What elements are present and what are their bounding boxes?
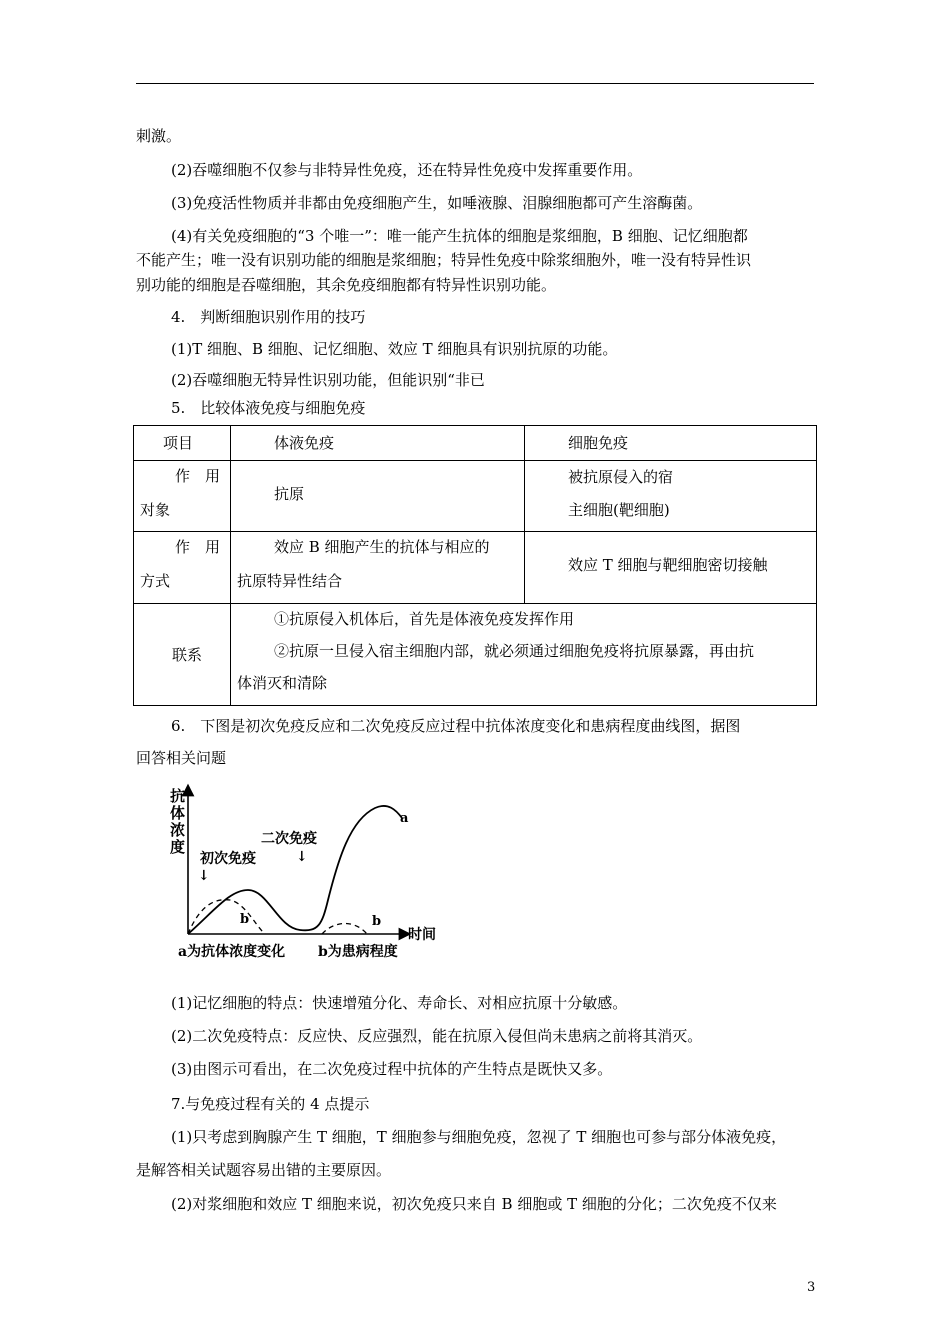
- paragraph-line: (2)二次免疫特点：反应快、反应强烈，能在抗原入侵但尚未患病之前将其消灭。: [171, 1027, 703, 1045]
- table-row: [134, 604, 817, 706]
- cell-text: 抗原特异性结合: [237, 572, 343, 590]
- caption-b: b为患病程度: [318, 944, 398, 960]
- caption-a: a为抗体浓度变化: [178, 944, 286, 960]
- header-cellular: 细胞免疫: [568, 434, 629, 452]
- primary-immune-label: 初次免疫: [200, 851, 256, 867]
- y-axis-label: 度: [170, 838, 186, 856]
- paragraph-line: (3)由图示可看出，在二次免疫过程中抗体的产生特点是既快又多。: [171, 1060, 613, 1078]
- paragraph-line: (1)T 细胞、B 细胞、记忆细胞、效应 T 细胞具有识别抗原的功能。: [171, 340, 618, 358]
- cell-text: 效应 B 细胞产生的抗体与相应的: [274, 538, 490, 556]
- paragraph-line: 是解答相关试题容易出错的主要原因。: [136, 1161, 392, 1179]
- row-label: 方式: [140, 572, 171, 590]
- secondary-immune-label: 二次免疫: [261, 831, 317, 847]
- section-heading: 4. 判断细胞识别作用的技巧: [171, 308, 366, 326]
- header-rule: [136, 83, 814, 84]
- curve-b-label: b: [240, 912, 250, 927]
- table-row: [134, 426, 817, 461]
- paragraph-line: (4)有关免疫细胞的“3 个唯一”：唯一能产生抗体的细胞是浆细胞，B 细胞、记忆细胞都: [171, 227, 748, 245]
- paragraph-line: (1)记忆细胞的特点：快速增殖分化、寿命长、对相应抗原十分敏感。: [171, 994, 628, 1012]
- y-axis-label: 抗: [170, 787, 186, 805]
- antibody-curve-figure: [160, 780, 460, 965]
- row-label: 联系: [172, 646, 203, 664]
- table-cell: [525, 461, 817, 532]
- table-cell: [525, 532, 817, 604]
- header-humoral: 体液免疫: [274, 434, 335, 452]
- x-axis-label: 时间: [408, 927, 436, 943]
- table-cell: [231, 461, 525, 532]
- antibody-curve-a: [188, 806, 402, 934]
- table-row: [134, 461, 817, 532]
- cell-text: 被抗原侵入的宿: [568, 468, 674, 486]
- paragraph-line: (1)只考虑到胸腺产生 T 细胞，T 细胞参与细胞免疫，忽视了 T 细胞也可参与部分体液免疫，: [171, 1128, 787, 1146]
- page-number: 3: [807, 1280, 816, 1295]
- disease-curve-b-primary: [188, 900, 265, 934]
- row-label: 对象: [140, 501, 171, 519]
- curve-a-label: a: [400, 811, 409, 826]
- table-cell: [134, 461, 231, 532]
- y-axis-label: 浓: [170, 821, 186, 839]
- curve-b-label: b: [372, 914, 382, 929]
- cell-text: 效应 T 细胞与靶细胞密切接触: [568, 556, 768, 574]
- table-cell: [231, 604, 817, 706]
- paragraph-line: 刺激。: [136, 127, 182, 145]
- paragraph-line: (2)吞噬细胞无特异性识别功能，但能识别“非已: [171, 371, 485, 389]
- paragraph-line: (2)吞噬细胞不仅参与非特异性免疫，还在特异性免疫中发挥重要作用。: [171, 161, 643, 179]
- table-cell: [134, 604, 231, 706]
- table-cell: [525, 426, 817, 461]
- table-cell: [231, 426, 525, 461]
- paragraph-line: (2)对浆细胞和效应 T 细胞来说，初次免疫只来自 B 细胞或 T 细胞的分化；二次免疫不仅来: [171, 1195, 777, 1213]
- section-heading: 5. 比较体液免疫与细胞免疫: [171, 399, 366, 417]
- comparison-table: [133, 425, 817, 706]
- section-heading: 7.与免疫过程有关的 4 点提示: [171, 1095, 370, 1113]
- y-axis-label: 体: [170, 804, 186, 822]
- secondary-arrow-icon: ↓: [296, 849, 308, 865]
- paragraph-line: 回答相关问题: [136, 749, 227, 767]
- header-item: 项目: [163, 434, 194, 452]
- row-label: 作 用: [175, 538, 221, 556]
- table-cell: [231, 532, 525, 604]
- cell-text: 抗原: [274, 485, 305, 503]
- row-label: 作 用: [175, 467, 221, 485]
- paragraph-line: 6. 下图是初次免疫反应和二次免疫反应过程中抗体浓度变化和患病程度曲线图，据图: [171, 717, 741, 735]
- table-cell: [134, 532, 231, 604]
- disease-curve-b-secondary: [322, 924, 367, 935]
- cell-text: 体消灭和清除: [237, 674, 328, 692]
- cell-text: ②抗原一旦侵入宿主细胞内部，就必须通过细胞免疫将抗原暴露，再由抗: [274, 642, 755, 660]
- paragraph-line: (3)免疫活性物质并非都由免疫细胞产生，如唾液腺、泪腺细胞都可产生溶酶菌。: [171, 194, 703, 212]
- cell-text: ①抗原侵入机体后，首先是体液免疫发挥作用: [274, 610, 575, 628]
- cell-text: 主细胞(靶细胞): [568, 501, 670, 519]
- table-cell: [134, 426, 231, 461]
- primary-arrow-icon: ↓: [198, 868, 210, 884]
- paragraph-line: 别功能的细胞是吞噬细胞，其余免疫细胞都有特异性识别功能。: [136, 276, 557, 294]
- paragraph-line: 不能产生；唯一没有识别功能的细胞是浆细胞；特异性免疫中除浆细胞外，唯一没有特异性识: [136, 251, 752, 269]
- table-row: [134, 532, 817, 604]
